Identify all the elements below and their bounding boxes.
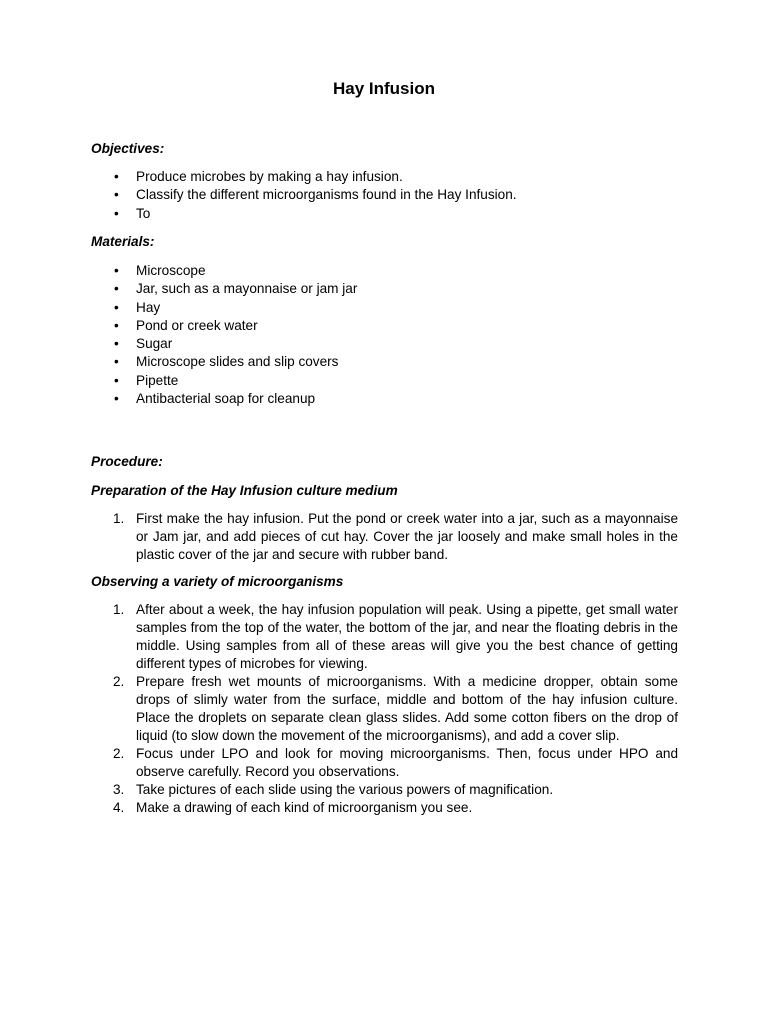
list-item: • Hay <box>114 299 161 315</box>
list-item: • Produce microbes by making a hay infusion. <box>114 169 403 184</box>
materials-list <box>0 262 357 408</box>
procedure-step: 2. Prepare fresh wet mounts of microorganisms. With a medicine dropper, obtain some drops of slimly water from the surface, middle and bottom of the hay infusion culture. Place the droplets on separate clean glass slides. Add some cotton fibers on the drop of liquid (to slow down the movement of the microorganisms), and add a cover slip. <box>113 674 678 743</box>
objectives-heading: Objectives: <box>91 141 165 156</box>
observing-steps <box>0 601 678 817</box>
list-item: • Jar, such as a mayonnaise or jam jar <box>114 281 358 297</box>
list-item: • Classify the different microorganisms found in the Hay Infusion. <box>114 187 517 203</box>
objectives-list <box>0 168 517 223</box>
bullet-icon: • <box>114 354 119 370</box>
bullet-icon: • <box>114 336 119 352</box>
procedure-step: 3. Take pictures of each slide using the various powers of magnification. <box>113 782 554 797</box>
procedure-step: 1. After about a week, the hay infusion population will peak. Using a pipette, get small water samples from the top of the water, the bottom of the jar, and near the floating debris in the middle. Using samples from all of these areas will give you the best chance of getting different types of microbes for viewing. <box>113 602 678 671</box>
bullet-icon: • <box>114 391 119 407</box>
procedure-heading: Procedure: <box>91 454 163 469</box>
list-item: • Microscope <box>114 263 206 278</box>
bullet-icon: • <box>114 372 119 388</box>
preparation-subheading: Preparation of the Hay Infusion culture medium <box>91 483 398 498</box>
list-item: • Pond or creek water <box>114 317 258 333</box>
list-item: • Sugar <box>114 336 173 352</box>
procedure-step: 2. Focus under LPO and look for moving microorganisms. Then, focus under HPO and observe carefully. Record you observations. <box>113 746 678 779</box>
preparation-steps <box>0 510 678 564</box>
procedure-step: 4. Make a drawing of each kind of microorganism you see. <box>113 800 473 815</box>
bullet-icon: • <box>114 205 119 221</box>
materials-heading: Materials: <box>91 234 155 249</box>
observing-subheading: Observing a variety of microorganisms <box>91 574 344 589</box>
bullet-icon: • <box>114 317 119 333</box>
procedure-step: 1. First make the hay infusion. Put the pond or creek water into a jar, such as a mayonnaise or Jam jar, and add pieces of cut hay. Cover the jar loosely and make small holes in the plastic cover of the jar and secure with rubber band. <box>113 511 678 562</box>
bullet-icon: • <box>114 263 119 278</box>
document-title: Hay Infusion <box>332 79 435 98</box>
bullet-icon: • <box>114 187 119 203</box>
bullet-icon: • <box>114 299 119 315</box>
bullet-icon: • <box>114 281 119 297</box>
list-item: • Microscope slides and slip covers <box>114 354 339 370</box>
list-item: • Pipette <box>114 372 179 388</box>
list-item: • Antibacterial soap for cleanup <box>114 391 316 407</box>
list-item: • To <box>114 205 151 221</box>
bullet-icon: • <box>114 169 119 184</box>
